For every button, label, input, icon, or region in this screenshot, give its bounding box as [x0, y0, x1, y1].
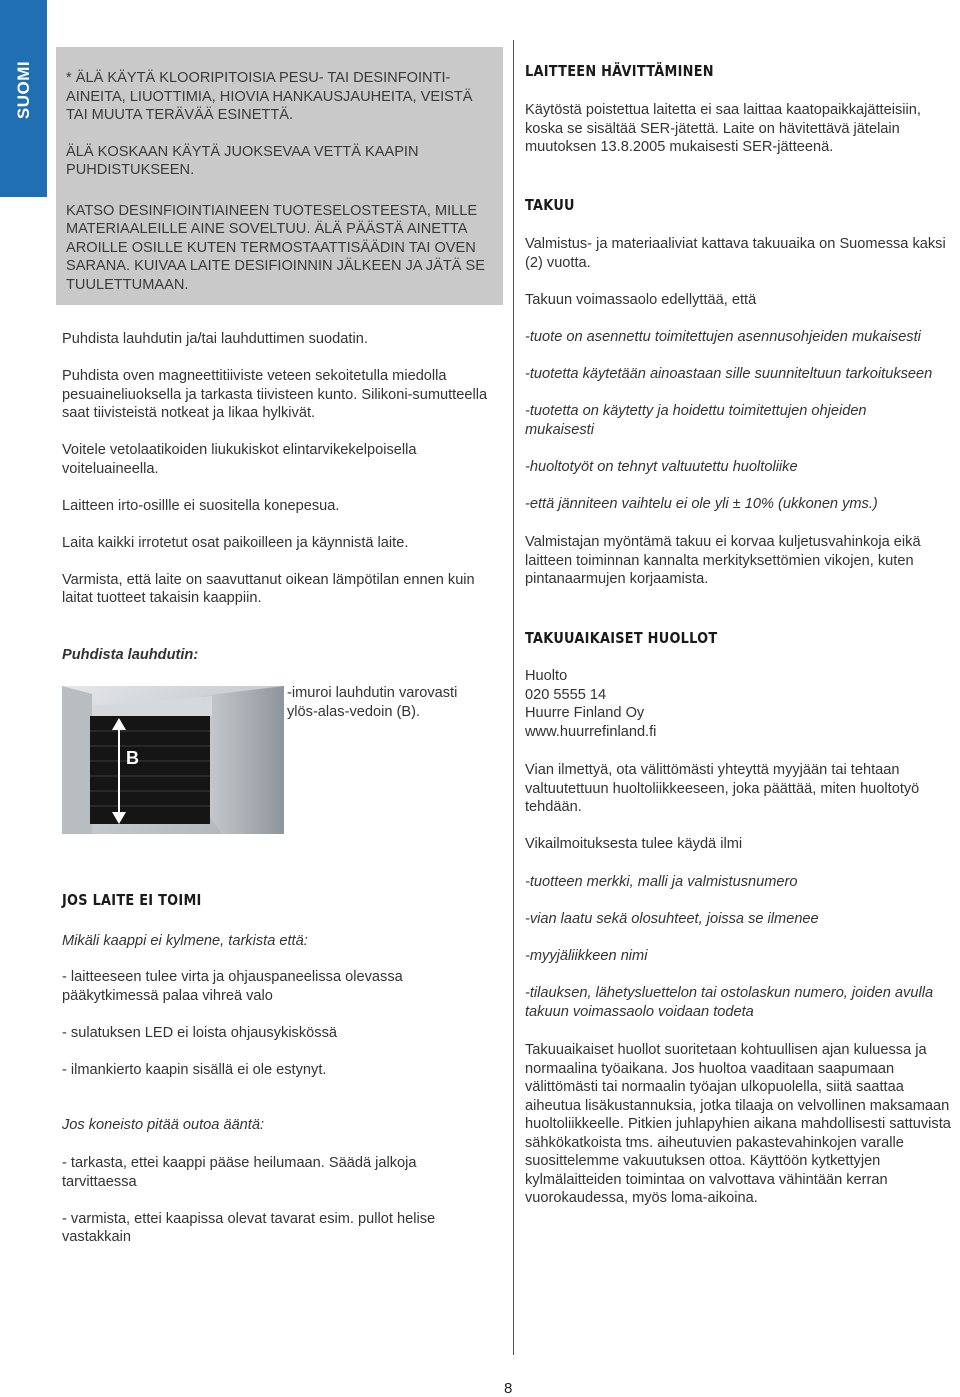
list-item: -huoltotyöt on tehnyt valtuutettu huoltoliike: [525, 458, 798, 475]
cleaning-paragraph: Varmista, että laite on saavuttanut oikean lämpötilan ennen kuin laitat tuotteet takaisin kaappiin.: [62, 571, 475, 606]
noise-intro: Jos koneisto pitää outoa ääntä:: [62, 1117, 265, 1133]
condenser-instruction: -imuroi lauhdutin varovasti ylös-alas-vedoin (B).: [287, 685, 458, 720]
warranty-intro: Valmistus- ja materiaaliviat kattava takuuaika on Suomessa kaksi (2) vuotta.: [525, 236, 946, 271]
disposal-heading: LAITTEEN HÄVITTÄMINEN: [525, 62, 714, 80]
report-list: [525, 873, 958, 1040]
warranty-exclusion: Valmistajan myöntämä takuu ei korvaa kuljetusvahinkoja eikä laitteen toiminnan kannalta merkityksettömien vikojen, kuten pintanaarmujen korjaamista.: [525, 534, 921, 587]
noise-list: [62, 1154, 452, 1265]
list-item: -tuote on asennettu toimitettujen asennusohjeiden mukaisesti: [525, 329, 921, 345]
cleaning-paragraph: Puhdista lauhdutin ja/tai lauhduttimen suodatin.: [62, 331, 368, 347]
list-item: -myyjäliikkeen nimi: [525, 948, 648, 964]
list-item: - sulatuksen LED ei loista ohjausykiskössä: [62, 1024, 337, 1041]
cleaning-paragraph: Puhdista oven magneettitiiviste veteen sekoitetulla miedolla pesuaineliuoksella ja tarkasta tiivisteen kunto. Silikoni-sumutteella saat tiivisteistä notkeat ja likaa hylkivät.: [62, 368, 488, 421]
cleaning-section: [62, 330, 492, 626]
warning-box: [56, 47, 503, 305]
figure-label-b: B: [126, 748, 139, 768]
contact-line: Huolto: [525, 668, 568, 684]
warning-paragraph: * ÄLÄ KÄYTÄ KLOORIPITOISIA PESU- TAI DESINFOINTI-AINEITA, LIUOTTIMIA, HIOVIA HANKAUSJAUHEITA, VEISTÄ TAI MUUTA TERÄVÄÄ ESINETTÄ.: [66, 70, 473, 123]
list-item: - ilmankierto kaapin sisällä ei ole estynyt.: [62, 1061, 327, 1078]
warning-paragraph: KATSO DESINFIOINTIAINEEN TUOTESELOSTEESTA, MILLE MATERIAALEILLE AINE SOVELTUU. ÄLÄ PÄÄSTÄ AINETTA AROILLE OSILLE KUTEN TERMOSTAATTISÄÄDIN TAI OVEN SARANA. KUIVAA LAITE DESIFIOINNIN JÄLKEEN JA JÄTÄ SE TUULETTUMAAN.: [66, 202, 486, 293]
not-cooling-intro: Mikäli kaappi ei kylmene, tarkista että:: [62, 933, 308, 949]
not-cooling-list: [62, 968, 432, 1098]
warranty-conditions: [525, 328, 958, 532]
warranty-condition-intro: Takuun voimassaolo edellyttää, että: [525, 292, 757, 308]
report-intro: Vikailmoituksesta tulee käydä ilmi: [525, 836, 743, 852]
column-divider: [513, 40, 514, 1355]
list-item: - varmista, ettei kaapissa olevat tavarat esim. pullot helise vastakkain: [62, 1210, 436, 1245]
condenser-title: Puhdista lauhdutin:: [62, 647, 199, 663]
disposal-text: Käytöstä poistettua laitetta ei saa laittaa kaatopaikkajätteisiin, koska se sisältää SER-jätettä. Laite on hävitettävä jätelain muutoksen 13.8.2005 mukaisesti SER-jätteenä.: [525, 102, 921, 155]
language-tab-label: SUOMI: [13, 60, 33, 120]
contact-line: 020 5555 14: [525, 686, 607, 703]
list-item: -että jänniteen vaihtelu ei ole yli ± 10% (ukkonen yms.): [525, 495, 878, 512]
language-tab: [0, 0, 47, 197]
warranty-heading: TAKUU: [525, 196, 575, 214]
list-item: -vian laatu sekä olosuhteet, joissa se ilmenee: [525, 911, 819, 927]
service-closing: Takuuaikaiset huollot suoritetaan kohtuullisen ajan kuluessa ja normaalina työaikana. Jos huoltoa vaaditaan saapumaan välittömästi tai normaalin työajan ulkopuolella, siitä saattaa aiheutua lisäkustannuksia, jotka tilaaja on velvollinen maksamaan huoltoliikkeelle. Pitkien juhlapyhien aikana mahdollisesti sattuvista sähkökatkoista tms. aiheutuvien pakastevahinkojen varalle suosittelemme vakuutuksen ottoa. Käyttöön kytkettyjen kylmälaitteiden toimintaa on valvottava vähintään kerran vuorokaudessa, myös loma-aikoina.: [525, 1042, 951, 1206]
not-working-heading: JOS LAITE EI TOIMI: [62, 891, 202, 909]
fault-text: Vian ilmettyä, ota välittömästi yhteyttä myyjään tai tehtaan valtuutettuun huoltoliikkeeseen, joka päättää, miten huoltotyö tehdään.: [525, 762, 920, 815]
cleaning-paragraph: Voitele vetolaatikoiden liukukiskot elintarvikekelpoisella voiteluaineella.: [62, 442, 417, 477]
service-contact: [525, 667, 958, 741]
page-number: 8: [504, 1380, 513, 1397]
cleaning-paragraph: Laita kaikki irrotetut osat paikoilleen ja käynnistä laite.: [62, 534, 409, 551]
list-item: -tuotetta on käytetty ja hoidettu toimitettujen ohjeiden mukaisesti: [525, 403, 867, 438]
list-item: -tuotetta käytetään ainoastaan sille suunniteltuun tarkoitukseen: [525, 366, 933, 382]
contact-line: Huurre Finland Oy: [525, 705, 645, 721]
service-heading: TAKUUAIKAISET HUOLLOT: [525, 629, 718, 647]
warning-paragraph: ÄLÄ KOSKAAN KÄYTÄ JUOKSEVAA VETTÄ KAAPIN PUHDISTUKSEEN.: [66, 143, 419, 178]
contact-line: www.huurrefinland.fi: [525, 723, 657, 740]
list-item: - laitteeseen tulee virta ja ohjauspaneelissa olevassa pääkytkimessä palaa vihreä valo: [62, 969, 403, 1004]
condenser-photo: [62, 686, 284, 834]
list-item: - tarkasta, ettei kaappi pääse heilumaan. Säädä jalkoja tarvittaessa: [62, 1155, 417, 1190]
list-item: -tuotteen merkki, malli ja valmistusnumero: [525, 874, 798, 890]
cleaning-paragraph: Laitteen irto-osillle ei suositella konepesua.: [62, 497, 340, 514]
list-item: -tilauksen, lähetysluettelon tai ostolaskun numero, joiden avulla takuun voimassaolo voidaan todeta: [525, 985, 934, 1020]
